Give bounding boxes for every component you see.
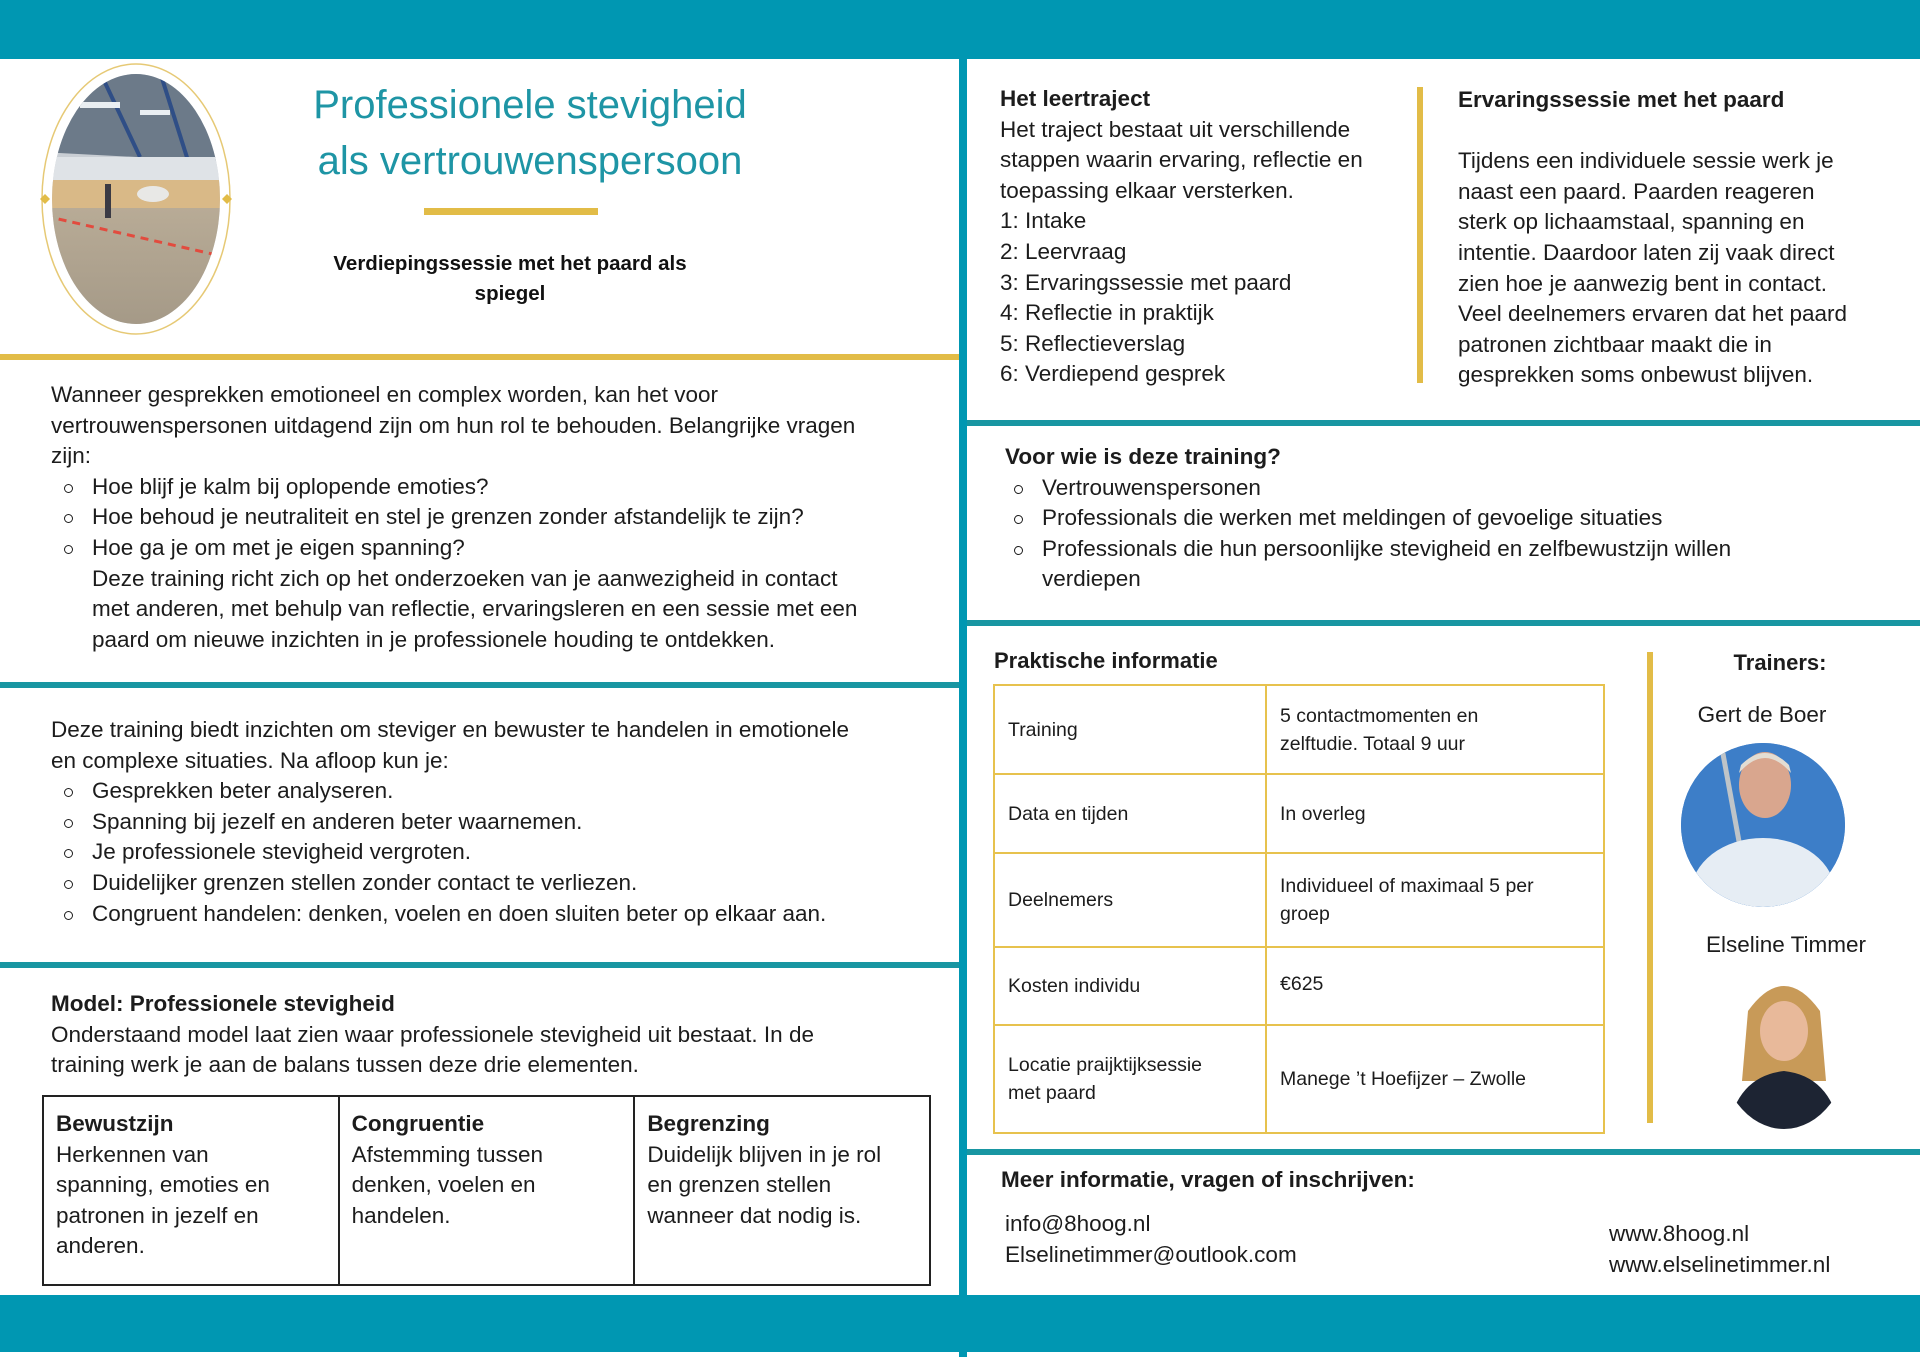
intro-followup bbox=[51, 564, 951, 656]
trainer-photo-elseline bbox=[1718, 971, 1850, 1129]
list-item: Hoe ga je om met je eigen spanning? bbox=[51, 533, 951, 564]
section-divider bbox=[0, 962, 959, 968]
ervaring-text: patronen zichtbaar maakt die in bbox=[1458, 331, 1772, 357]
model-text: training werk je aan de balans tussen deze drie elementen. bbox=[51, 1052, 639, 1078]
intro-section bbox=[51, 380, 951, 655]
audience-heading: Voor wie is deze training? bbox=[1005, 444, 1281, 469]
step-item: 6: Verdiepend gesprek bbox=[1000, 361, 1226, 387]
ervaring-text: zien hoe je aanwezig bent in contact. bbox=[1458, 270, 1827, 296]
value-text: groep bbox=[1280, 903, 1330, 925]
intro-text: Deze training richt zich op het onderzoeken van je aanwezigheid in contact bbox=[92, 565, 838, 591]
contact-heading: Meer informatie, vragen of inschrijven: bbox=[1001, 1167, 1415, 1192]
ervaring-text: sterk op lichaamstaal, spanning en bbox=[1458, 209, 1805, 235]
audience-list bbox=[1001, 473, 1905, 565]
table-value bbox=[1266, 774, 1604, 853]
ervaring-text: naast een paard. Paarden reageren bbox=[1458, 178, 1815, 204]
top-banner bbox=[0, 0, 1920, 59]
model-heading: Model: Professionele stevigheid bbox=[51, 991, 395, 1016]
table-label bbox=[994, 774, 1266, 853]
outcomes-text: en complexe situaties. Na afloop kun je: bbox=[51, 747, 449, 773]
ervaring-text: gesprekken soms onbewust blijven. bbox=[1458, 362, 1814, 388]
intro-text: zijn: bbox=[51, 443, 92, 469]
section-divider bbox=[967, 620, 1920, 626]
ervaring-text: intentie. Daardoor laten zij vaak direct bbox=[1458, 239, 1835, 265]
model-cell-text: spanning, emoties en bbox=[56, 1172, 270, 1198]
value-text: Manege ’t Hoefijzer – Zwolle bbox=[1280, 1068, 1527, 1090]
step-item: 3: Ervaringssessie met paard bbox=[1000, 269, 1292, 295]
model-cell-title: Congruentie bbox=[351, 1111, 485, 1136]
list-item: Duidelijker grenzen stellen zonder contact te verliezen. bbox=[51, 868, 951, 899]
website-link[interactable]: www.8hoog.nl bbox=[1609, 1221, 1750, 1246]
step-item: 2: Leervraag bbox=[1000, 238, 1127, 264]
list-item: Congruent handelen: denken, voelen en doen sluiten beter op elkaar aan. bbox=[51, 899, 951, 930]
email-link[interactable]: Elselinetimmer@outlook.com bbox=[1005, 1241, 1297, 1267]
table-value bbox=[1266, 1025, 1604, 1133]
model-cell-text: wanneer dat nodig is. bbox=[647, 1202, 862, 1228]
trainer-name: Elseline Timmer bbox=[1705, 932, 1867, 957]
table-label bbox=[994, 853, 1266, 947]
list-item: Vertrouwenspersonen bbox=[1001, 473, 1905, 504]
model-cell-text: en grenzen stellen bbox=[647, 1172, 832, 1198]
table-row bbox=[994, 947, 1604, 1025]
model-cell-text: denken, voelen en bbox=[351, 1172, 536, 1198]
table-row bbox=[994, 853, 1604, 947]
list-item: Professionals die hun persoonlijke stevigheid en zelfbewustzijn willen bbox=[1001, 534, 1905, 565]
table-row bbox=[994, 774, 1604, 853]
model-cell-text: patronen in jezelf en bbox=[56, 1202, 259, 1228]
question-list bbox=[51, 472, 951, 564]
table-label bbox=[994, 1025, 1266, 1133]
email-link[interactable]: info@8hoog.nl bbox=[1005, 1211, 1151, 1236]
section-divider bbox=[0, 682, 959, 688]
step-item: 1: Intake bbox=[1000, 208, 1087, 234]
contact-emails bbox=[1005, 1209, 1297, 1270]
model-cell-text: Afstemming tussen bbox=[351, 1141, 543, 1167]
page-subtitle bbox=[260, 249, 760, 309]
list-item: Hoe blijf je kalm bij oplopende emoties? bbox=[51, 472, 951, 503]
leertraject-text: stappen waarin ervaring, reflectie en bbox=[1000, 147, 1363, 173]
page-title bbox=[250, 77, 810, 189]
outcomes-text: Deze training biedt inzichten om steviger en bewuster te handelen in emotionele bbox=[51, 717, 849, 742]
ervaring-section bbox=[1458, 85, 1908, 391]
intro-text: met anderen, met behulp van reflectie, ervaringsleren en een sessie met een bbox=[92, 596, 858, 622]
label-text: Kosten individu bbox=[1008, 975, 1141, 997]
table-value bbox=[1266, 685, 1604, 774]
trainer-photo-gert bbox=[1681, 743, 1845, 907]
horse-arena-photo bbox=[40, 62, 232, 336]
leertraject-text: Het traject bestaat uit verschillende bbox=[1000, 116, 1351, 142]
value-text: zelftudie. Totaal 9 uur bbox=[1280, 732, 1466, 755]
list-item: Spanning bij jezelf en anderen beter waarnemen. bbox=[51, 807, 951, 838]
audience-section bbox=[1005, 442, 1905, 595]
model-cell-text: Herkennen van bbox=[56, 1141, 209, 1167]
step-item: 4: Reflectie in praktijk bbox=[1000, 300, 1214, 326]
list-item: Gesprekken beter analyseren. bbox=[51, 776, 951, 807]
table-row bbox=[994, 685, 1604, 774]
model-cell-text: Duidelijk blijven in je rol bbox=[647, 1141, 882, 1167]
section-divider bbox=[967, 420, 1920, 426]
intro-text: Wanneer gesprekken emotioneel en complex worden, kan het voor bbox=[51, 382, 719, 407]
value-text: €625 bbox=[1280, 973, 1324, 995]
list-item: Professionals die werken met meldingen of gevoelige situaties bbox=[1001, 503, 1905, 534]
trainer-name: Gert de Boer bbox=[1697, 702, 1827, 727]
ervaring-heading: Ervaringssessie met het paard bbox=[1458, 87, 1785, 112]
ervaring-text: Tijdens een individuele sessie werk je bbox=[1458, 148, 1834, 174]
leertraject-heading: Het leertraject bbox=[1000, 86, 1151, 111]
model-cell-begrenzing bbox=[634, 1096, 930, 1285]
label-text: met paard bbox=[1008, 1082, 1096, 1104]
practical-table bbox=[993, 684, 1605, 1134]
value-text: In overleg bbox=[1280, 802, 1366, 825]
table-label bbox=[994, 947, 1266, 1025]
trainers-divider bbox=[1647, 652, 1653, 1123]
intro-text: paard om nieuwe inzichten in je professionele houding te ontdekken. bbox=[92, 626, 775, 652]
outcomes-section bbox=[51, 715, 951, 929]
label-text: Training bbox=[1008, 718, 1078, 741]
model-cell-title: Bewustzijn bbox=[56, 1111, 174, 1136]
portrait-photo bbox=[1681, 743, 1845, 907]
header-divider bbox=[0, 354, 959, 360]
label-text: Deelnemers bbox=[1008, 889, 1114, 911]
intro-text: vertrouwenspersonen uitdagend zijn om hun rol te behouden. Belangrijke vragen bbox=[51, 412, 856, 438]
trainers-heading: Trainers: bbox=[1733, 650, 1827, 675]
model-cell-text: handelen. bbox=[351, 1202, 451, 1228]
model-cell-congruentie bbox=[339, 1096, 635, 1285]
section-divider bbox=[967, 1149, 1920, 1155]
model-cell-title: Begrenzing bbox=[647, 1111, 770, 1136]
column-divider bbox=[1417, 87, 1423, 383]
leertraject-text: toepassing elkaar versterken. bbox=[1000, 177, 1294, 203]
label-text: Data en tijden bbox=[1008, 802, 1129, 825]
model-text: Onderstaand model laat zien waar professionele stevigheid uit bestaat. In de bbox=[51, 1021, 814, 1047]
header-photo-frame bbox=[40, 62, 232, 336]
list-item: Je professionele stevigheid vergroten. bbox=[51, 837, 951, 868]
table-row bbox=[994, 1025, 1604, 1133]
model-cell-text: anderen. bbox=[56, 1233, 145, 1259]
portrait-photo bbox=[1718, 971, 1850, 1129]
outcomes-list bbox=[51, 776, 951, 929]
subtitle-line: spiegel bbox=[474, 282, 546, 305]
center-divider bbox=[959, 59, 967, 1357]
website-link[interactable]: www.elselinetimmer.nl bbox=[1609, 1251, 1831, 1277]
title-line: Professionele stevigheid bbox=[313, 83, 747, 127]
title-underline bbox=[424, 208, 598, 215]
step-item: 5: Reflectieverslag bbox=[1000, 330, 1186, 356]
model-table bbox=[42, 1095, 931, 1286]
table-label bbox=[994, 685, 1266, 774]
value-text: Individueel of maximaal 5 per bbox=[1280, 875, 1534, 897]
list-item: Hoe behoud je neutraliteit en stel je grenzen zonder afstandelijk te zijn? bbox=[51, 502, 951, 533]
leertraject-section bbox=[1000, 84, 1400, 390]
table-value bbox=[1266, 947, 1604, 1025]
title-line: als vertrouwenspersoon bbox=[317, 139, 743, 183]
ervaring-text: Veel deelnemers ervaren dat het paard bbox=[1458, 301, 1848, 327]
list-item-continuation: verdiepen bbox=[1042, 566, 1141, 592]
label-text: Locatie praijktijksessie bbox=[1008, 1054, 1203, 1076]
table-value bbox=[1266, 853, 1604, 947]
model-cell-bewustzijn bbox=[43, 1096, 339, 1285]
model-section bbox=[51, 989, 951, 1081]
practical-heading: Praktische informatie bbox=[994, 648, 1218, 673]
subtitle-line: Verdiepingssessie met het paard als bbox=[333, 252, 687, 275]
value-text: 5 contactmomenten en bbox=[1280, 704, 1479, 727]
contact-websites bbox=[1609, 1219, 1830, 1280]
